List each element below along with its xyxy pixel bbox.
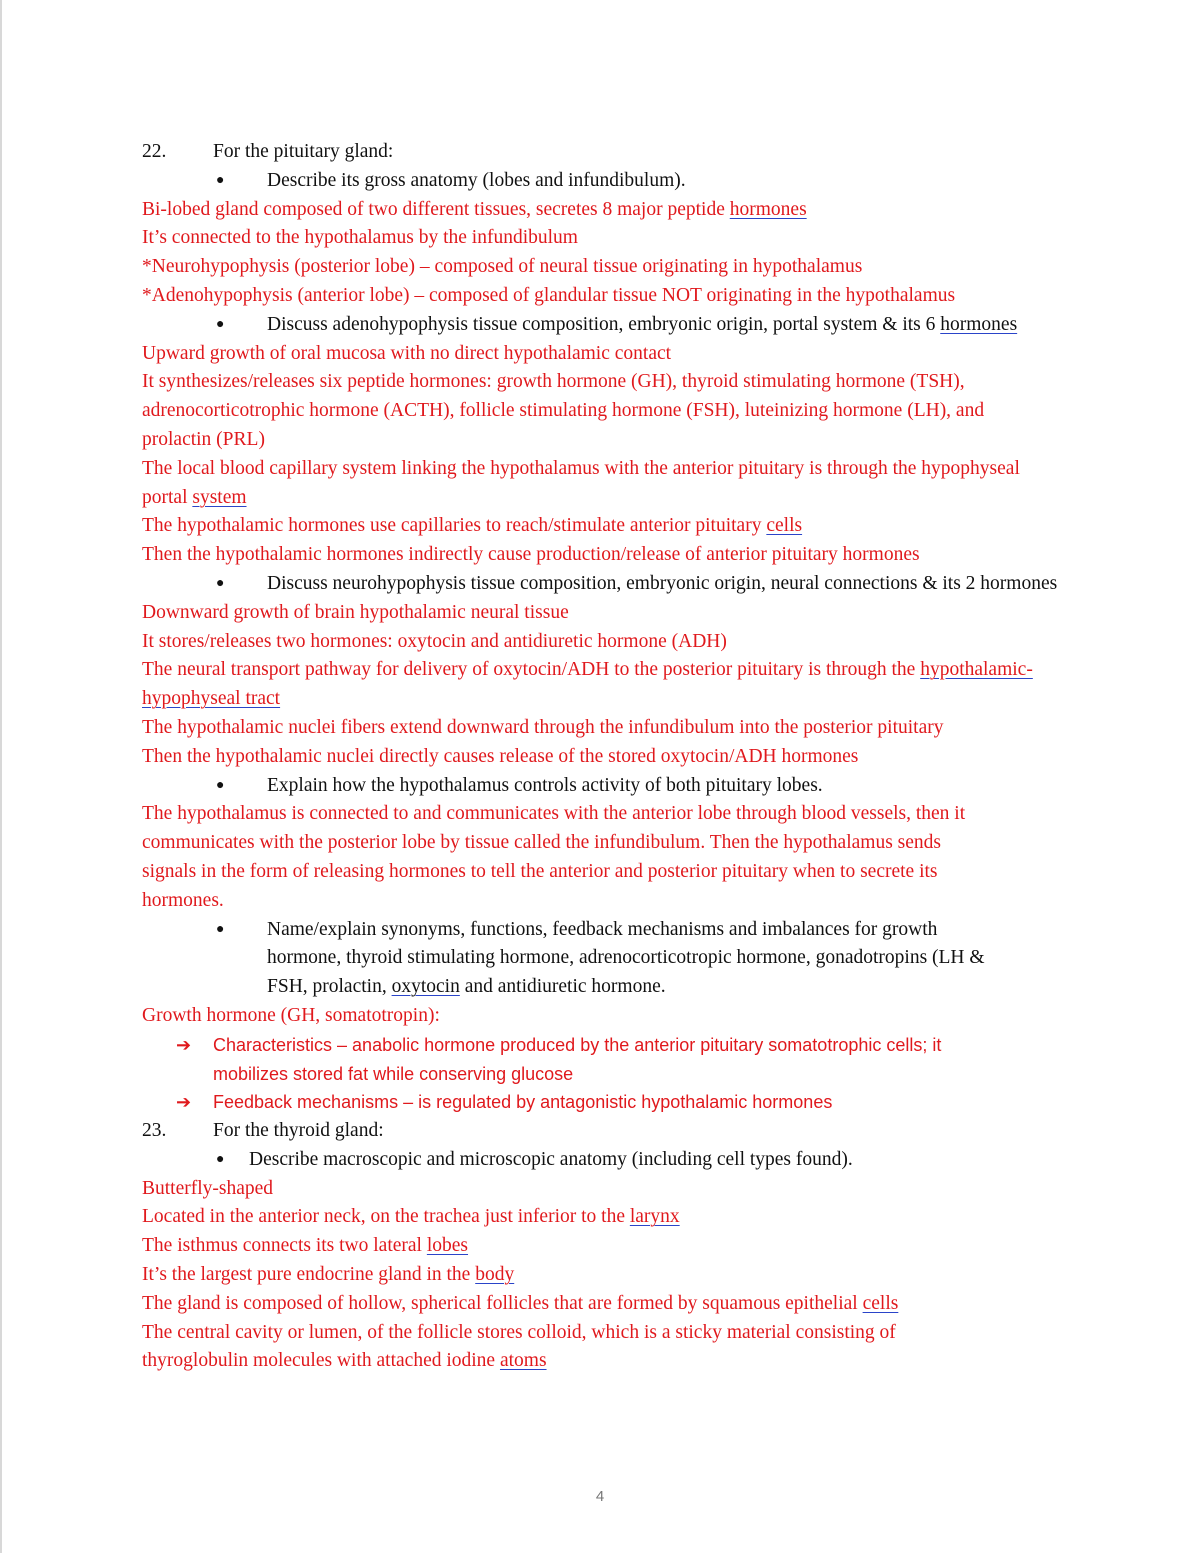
answer-line: The hypothalamus is connected to and communicates with the anterior lobe through blood vessels, then it [142,803,966,825]
answer-line: *Neurohypophysis (posterior lobe) – composed of neural tissue originating in hypothalamus [142,256,863,278]
answer-line: portal system [142,486,247,508]
bullet-item [142,1146,1152,1175]
arrow-item [142,1031,1152,1060]
bullet-text: Explain how the hypothalamus controls activity of both pituitary lobes. [267,774,823,796]
answer-line: adrenocorticotrophic hormone (ACTH), follicle stimulating hormone (FSH), luteinizing hormone (LH), and [142,400,985,422]
answer-line: hormones. [142,889,224,911]
bullet-text: Discuss neurohypophysis tissue composition, embryonic origin, neural connections & its 2 hormones [267,572,1058,594]
document-body [142,138,1152,1376]
bullet-text: Describe its gross anatomy (lobes and infundibulum). [267,169,686,191]
spellcheck-word: body [475,1264,515,1286]
page-number: 4 [595,1488,605,1505]
bullet-item [142,772,1152,801]
spellcheck-word: cells [862,1292,899,1314]
answer-line: It’s connected to the hypothalamus by the infundibulum [142,227,578,249]
answer-line [142,685,1152,714]
bullet-item [142,916,1152,945]
spellcheck-word: hormones [729,198,807,220]
bullet-item [142,570,1152,599]
answer-line: *Adenohypophysis (anterior lobe) – composed of glandular tissue NOT originating in the hypothalamus [142,284,956,306]
bullet-text: Name/explain synonyms, functions, feedback mechanisms and imbalances for growth [267,918,938,940]
bullet-continuation: FSH, prolactin, oxytocin and antidiuretic hormone. [267,976,666,998]
answer-line: Growth hormone (GH, somatotropin): [142,1004,440,1026]
bullet-item [142,167,1152,196]
answer-line: Located in the anterior neck, on the trachea just inferior to the larynx [142,1206,680,1228]
question-22-heading [142,138,1152,167]
spellcheck-word: hormones [940,313,1018,335]
answer-line: The hypothalamic nuclei fibers extend downward through the infundibulum into the posterior pituitary [142,716,944,738]
answer-line: It stores/releases two hormones: oxytocin and antidiuretic hormone (ADH) [142,630,727,652]
spellcheck-word: larynx [629,1206,680,1228]
answer-line: The central cavity or lumen, of the follicle stores colloid, which is a sticky material consisting of [142,1321,896,1343]
arrow-item-text: Feedback mechanisms – is regulated by antagonistic hypothalamic hormones [213,1092,833,1113]
bullet-icon: ● [216,777,225,793]
answer-line: Then the hypothalamic hormones indirectly cause production/release of anterior pituitary hormones [142,544,920,566]
answer-line: The local blood capillary system linking the hypothalamus with the anterior pituitary is through the hypophyseal [142,457,1020,479]
page-edge [0,0,2,1553]
answer-line: The isthmus connects its two lateral lobes [142,1235,469,1257]
answer-line: The hypothalamic hormones use capillaries to reach/stimulate anterior pituitary cells [142,515,803,537]
answer-line: It synthesizes/releases six peptide hormones: growth hormone (GH), thyroid stimulating hormone (TSH), [142,371,965,393]
bullet-icon: ● [216,575,225,591]
arrow-right-icon: ➔ [176,1092,192,1113]
question-23-heading [142,1117,1152,1146]
bullet-icon: ● [216,316,225,332]
spellcheck-word: atoms [499,1350,547,1372]
answer-line: Downward growth of brain hypothalamic neural tissue [142,601,569,623]
answer-line: The gland is composed of hollow, spherical follicles that are formed by squamous epithelial cells [142,1292,899,1314]
answer-line: Bi-lobed gland composed of two different tissues, secretes 8 major peptide hormones [142,198,807,220]
arrow-item [142,1088,1152,1117]
bullet-text: Describe macroscopic and microscopic anatomy (including cell types found). [249,1148,853,1170]
arrow-item-text: Characteristics – anabolic hormone produced by the anterior pituitary somatotrophic cells; it [213,1034,942,1055]
bullet-icon: ● [216,172,225,188]
spellcheck-word: system [192,486,247,508]
answer-line: communicates with the posterior lobe by tissue called the infundibulum. Then the hypothalamus sends [142,832,941,854]
bullet-text: Discuss adenohypophysis tissue composition, embryonic origin, portal system & its 6 hormones [267,313,1018,335]
answer-line: The neural transport pathway for delivery of oxytocin/ADH to the posterior pituitary is through the hypothalamic- [142,659,1033,681]
question-title: For the pituitary gland: [213,141,394,162]
arrow-right-icon: ➔ [176,1034,192,1055]
question-number: 23. [142,1120,167,1142]
spellcheck-word: hypophyseal tract [142,688,281,710]
bullet-icon: ● [216,921,225,937]
answer-line: Then the hypothalamic nuclei directly causes release of the stored oxytocin/ADH hormones [142,745,859,767]
spellcheck-word: cells [766,515,803,537]
arrow-item-continuation: mobilizes stored fat while conserving glucose [213,1063,574,1084]
bullet-continuation: hormone, thyroid stimulating hormone, adrenocorticotropic hormone, gonadotropins (LH & [267,947,985,969]
spellcheck-word: hypothalamic- [920,659,1033,681]
answer-line: signals in the form of releasing hormones to tell the anterior and posterior pituitary when to secrete its [142,860,938,882]
question-number: 22. [142,141,167,162]
answer-line: It’s the largest pure endocrine gland in the body [142,1264,515,1286]
answer-line: Upward growth of oral mucosa with no direct hypothalamic contact [142,342,672,364]
bullet-item [142,311,1152,340]
spellcheck-word: oxytocin [391,976,460,998]
spellcheck-word: lobes [426,1235,469,1257]
answer-line: prolactin (PRL) [142,428,265,450]
question-title: For the thyroid gland: [213,1120,384,1142]
answer-line: Butterfly-shaped [142,1177,274,1199]
bullet-icon: ● [216,1151,225,1167]
answer-line: thyroglobulin molecules with attached iodine atoms [142,1350,547,1372]
